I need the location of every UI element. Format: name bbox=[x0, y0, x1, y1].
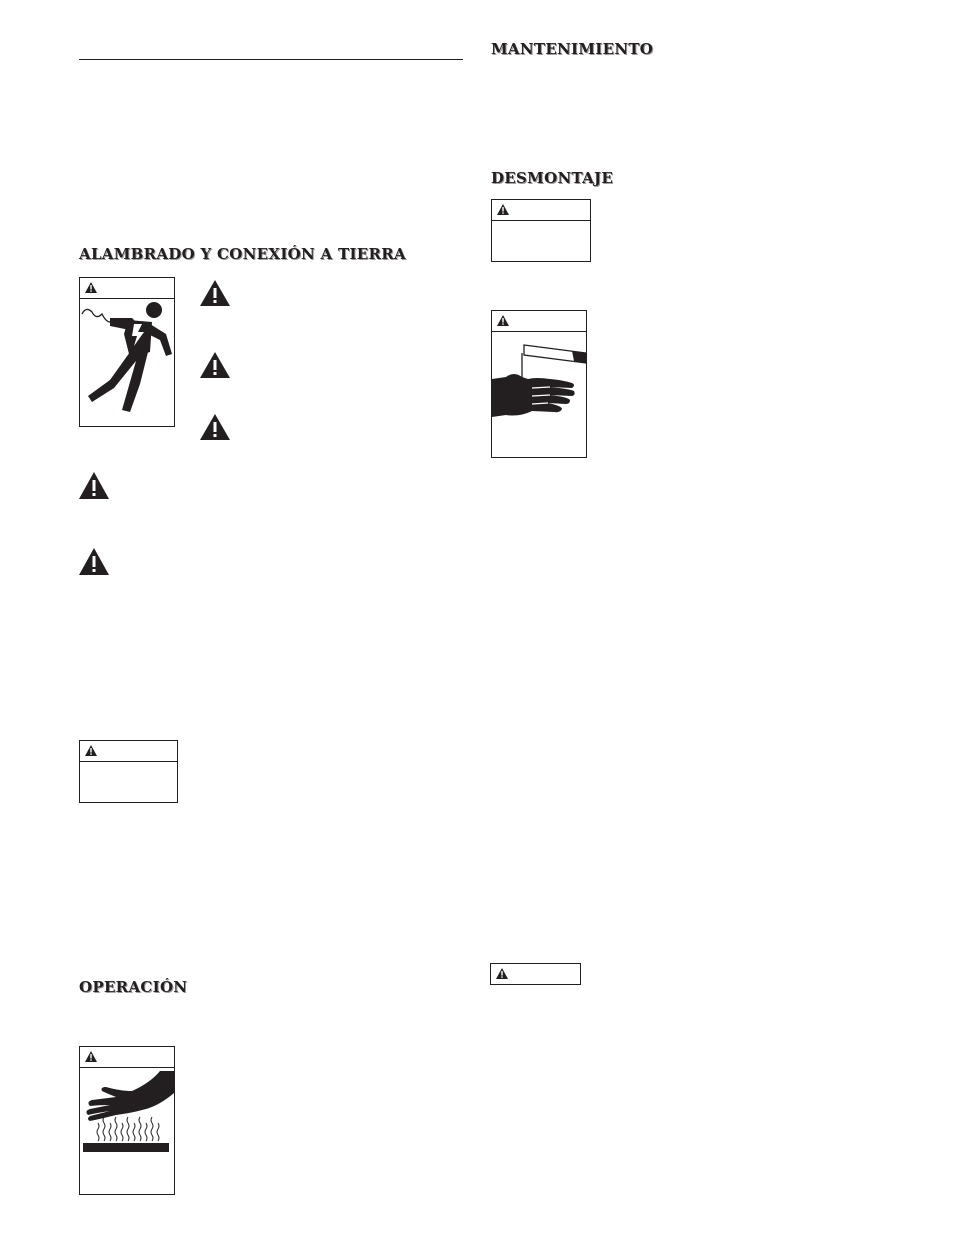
wiring-caution-box bbox=[79, 740, 178, 803]
electric-shock-box bbox=[79, 277, 175, 427]
warning-triangle-icon bbox=[85, 745, 97, 756]
warning-triangle-icon bbox=[497, 315, 509, 326]
warning-triangle-icon bbox=[85, 282, 97, 293]
cut-hazard-box bbox=[491, 310, 587, 458]
caution-box-header bbox=[80, 1047, 174, 1068]
top-rule bbox=[79, 59, 463, 60]
bottom-caution-box bbox=[490, 963, 581, 985]
warning-triangle-icon bbox=[496, 968, 508, 979]
heading-alambrado: ALAMBRADO Y CONEXIÓN A TIERRA bbox=[79, 245, 406, 263]
hot-surface-box bbox=[79, 1046, 175, 1195]
warning-triangle-icon bbox=[200, 414, 230, 440]
hot-surface-icon bbox=[80, 1069, 174, 1193]
heading-desmontaje: DESMONTAJE bbox=[491, 169, 614, 187]
caution-box-header bbox=[80, 278, 174, 299]
electric-shock-icon bbox=[80, 300, 174, 426]
warning-triangle-icon bbox=[85, 1051, 97, 1062]
warning-triangle-icon bbox=[79, 472, 109, 499]
caution-box-header bbox=[492, 200, 590, 221]
caution-box-header bbox=[492, 311, 586, 332]
desmontaje-caution-box bbox=[491, 199, 591, 262]
warning-triangle-icon bbox=[200, 280, 230, 306]
cut-hazard-icon bbox=[492, 333, 586, 453]
warning-triangle-icon bbox=[79, 548, 109, 575]
heading-operacion: OPERACIÓN bbox=[79, 978, 188, 996]
heading-mantenimiento: MANTENIMIENTO bbox=[491, 40, 654, 58]
warning-triangle-icon bbox=[200, 352, 230, 378]
warning-triangle-icon bbox=[497, 204, 509, 215]
caution-box-header bbox=[80, 741, 177, 762]
